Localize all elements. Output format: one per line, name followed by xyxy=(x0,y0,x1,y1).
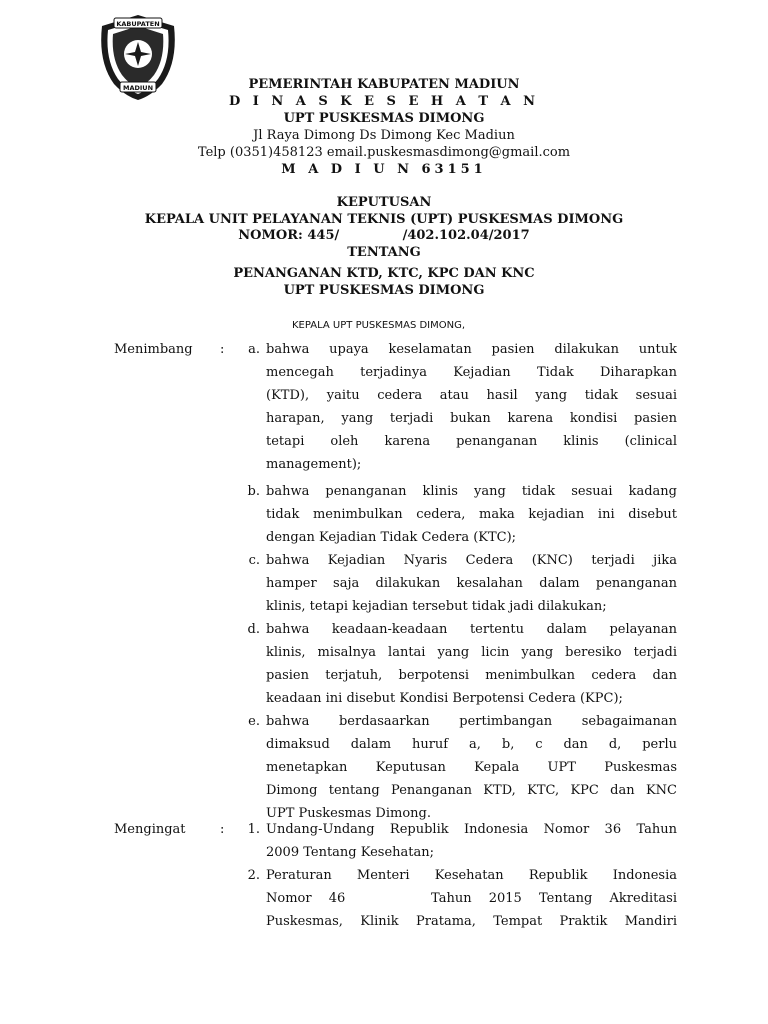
text-line: menetapkan Keputusan Kepala UPT Puskesmas xyxy=(266,760,677,775)
svg-text:MADIUN: MADIUN xyxy=(122,84,154,92)
recalling-item-2 xyxy=(266,864,677,933)
menimbang-label: Menimbang xyxy=(114,342,193,357)
considering-item-d xyxy=(266,618,677,710)
svg-text:KABUPATEN: KABUPATEN xyxy=(116,20,160,28)
text-line: (KTD), yaitu cedera atau hasil yang tidak sesuai xyxy=(266,388,677,403)
text-line: bahwa Kejadian Nyaris Cedera (KNC) terjadi jika xyxy=(266,553,677,568)
text-line: Nomor 46 Tahun 2015 Tentang Akreditasi xyxy=(266,891,677,906)
text-line: tetapi oleh karena penanganan klinis (clinical xyxy=(266,434,677,449)
text-line: tidak menimbulkan cedera, maka kejadian ini disebut xyxy=(266,507,677,522)
decree-title-line: KEPUTUSAN xyxy=(336,195,432,210)
address: Jl Raya Dimong Ds Dimong Kec Madiun xyxy=(253,128,515,143)
considering-item-c xyxy=(266,549,677,618)
considering-item-b xyxy=(266,480,677,549)
letterhead xyxy=(0,76,768,178)
text-line: bahwa upaya keselamatan pasien dilakukan untuk xyxy=(266,342,677,357)
text-line: Puskesmas, Klinik Pratama, Tempat Praktik Mandiri xyxy=(266,914,677,929)
official-title: KEPALA UPT PUSKESMAS DIMONG, xyxy=(292,320,466,331)
decree-title-line: TENTANG xyxy=(347,244,421,260)
item-mark: b. xyxy=(247,484,260,499)
contact: Telp (0351)458123 email.puskesmasdimong@gmail.com xyxy=(197,145,571,160)
decree-subject xyxy=(0,266,768,299)
text-line: Dimong tentang Penanganan KTD, KTC, KPC dan KNC xyxy=(266,783,677,798)
decree-title xyxy=(0,195,768,261)
text-line: UPT Puskesmas Dimong. xyxy=(266,806,431,821)
item-mark: 1. xyxy=(247,822,260,837)
text-line: klinis, misalnya lantai yang licin yang beresiko terjadi xyxy=(266,645,677,660)
mengingat-label: Mengingat xyxy=(114,822,186,837)
considering-item-a xyxy=(266,338,677,476)
text-line: Undang-Undang Republik Indonesia Nomor 36 Tahun xyxy=(266,822,677,837)
text-line: dengan Kejadian Tidak Cedera (KTC); xyxy=(266,530,517,545)
government-name: PEMERINTAH KABUPATEN MADIUN xyxy=(248,77,520,92)
text-line: hamper saja dilakukan kesalahan dalam penanganan xyxy=(266,576,677,591)
subject-line: PENANGANAN KTD, KTC, KPC DAN KNC xyxy=(233,266,535,281)
city: M A D I U N 63151 xyxy=(281,162,487,177)
text-line: Peraturan Menteri Kesehatan Republik Indonesia xyxy=(266,868,677,883)
text-line: bahwa keadaan-keadaan tertentu dalam pelayanan xyxy=(266,622,677,637)
recalling-item-1 xyxy=(266,818,677,864)
item-mark: d. xyxy=(247,622,260,637)
text-line: keadaan ini disebut Kondisi Berpotensi Cedera (KPC); xyxy=(266,691,623,706)
text-line: dimaksud dalam huruf a, b, c dan d, perlu xyxy=(266,737,677,752)
mengingat-colon: : xyxy=(220,822,225,837)
text-line: bahwa berdasaarkan pertimbangan sebagaimanan xyxy=(266,714,677,729)
item-mark: e. xyxy=(248,714,260,729)
menimbang-colon: : xyxy=(220,342,225,357)
item-mark: c. xyxy=(248,553,260,568)
item-mark: a. xyxy=(248,342,260,357)
text-line: klinis, tetapi kejadian tersebut tidak jadi dilakukan; xyxy=(266,599,607,614)
text-line: bahwa penanganan klinis yang tidak sesuai kadang xyxy=(266,484,677,499)
decree-title-line: KEPALA UNIT PELAYANAN TEKNIS (UPT) PUSKESMAS DIMONG xyxy=(144,211,624,227)
text-line: 2009 Tentang Kesehatan; xyxy=(266,845,435,860)
item-mark: 2. xyxy=(247,868,260,883)
text-line: mencegah terjadinya Kejadian Tidak Diharapkan xyxy=(266,365,677,380)
decree-number: NOMOR: 445/ /402.102.04/2017 xyxy=(238,228,530,243)
unit-name: UPT PUSKESMAS DIMONG xyxy=(283,111,485,126)
text-line: pasien terjatuh, berpotensi menimbulkan cedera dan xyxy=(266,668,677,683)
agency-name: D I N A S K E S E H A T A N xyxy=(228,94,540,109)
subject-line: UPT PUSKESMAS DIMONG xyxy=(283,282,485,298)
text-line: harapan, yang terjadi bukan karena kondisi pasien xyxy=(266,411,677,426)
text-line: management); xyxy=(266,457,362,472)
considering-item-e xyxy=(266,710,677,825)
